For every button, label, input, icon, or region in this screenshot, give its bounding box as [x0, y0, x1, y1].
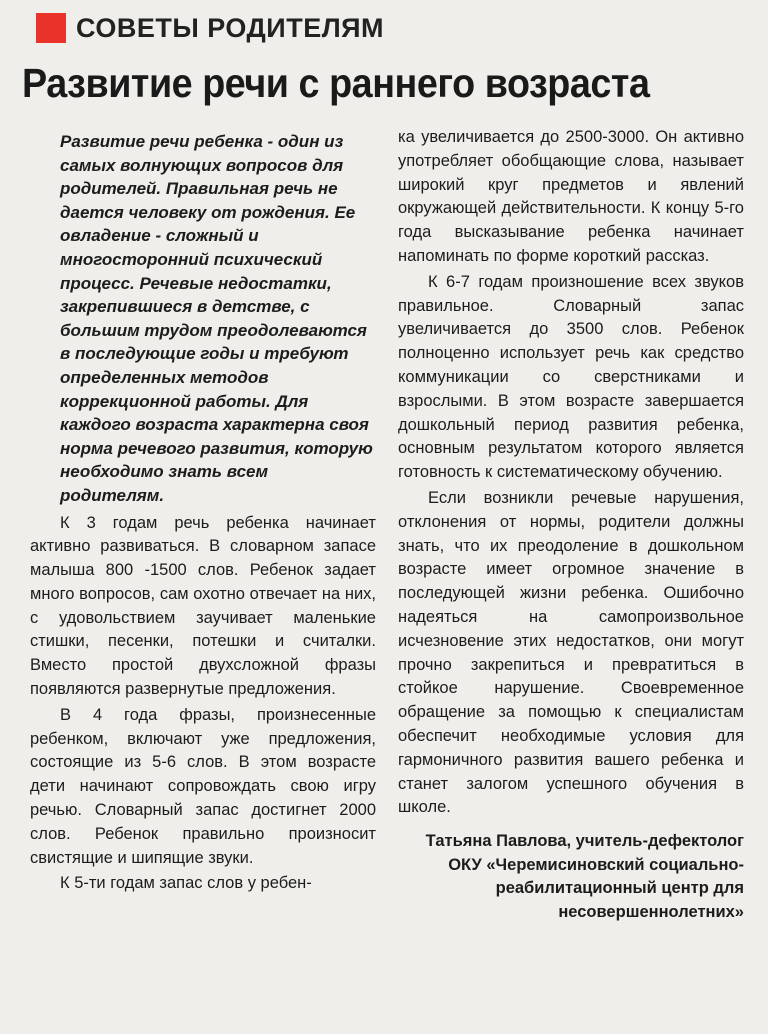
article-headline: Развитие речи с раннего возраста	[22, 60, 650, 106]
rubric-marker	[36, 13, 66, 43]
rubric	[36, 6, 384, 50]
paragraph: В 4 года фразы, произнесенные ребенком, включают уже предложения, состоящие из 5-6 слов. В этом возрасте дети начинают сопровождать свою игру речью. Словарный запас достигнет 2000 слов. Ребенок правильно произносит свистящие и шипящие звуки.	[30, 705, 376, 867]
paragraph: К 5-ти годам запас слов у ребен-	[60, 874, 312, 893]
column-left	[30, 130, 376, 896]
paragraph: К 6-7 годам произношение всех звуков правильное. Словарный запас увеличивается до 3500 слов. Ребенок полноценно использует речь как средство коммуникации со сверстниками и взрослыми. В этом возрасте завершается дошкольный период развития ребенка, основным результатом которого является готовность к систематическому обучению.	[398, 272, 744, 482]
rubric-label: СОВЕТЫ РОДИТЕЛЯМ	[76, 12, 385, 43]
paragraph: ка увеличивается до 2500-3000. Он активно употребляет обобщающие слова, называет широкий круг предметов и явлений окружающей действительности. К концу 5-го года высказывание ребенка начинает напоминать по форме короткий рассказ.	[398, 128, 744, 265]
article-lead: Развитие речи ребенка - один из самых волнующих вопросов для родителей. Правильная речь не дается человеку от рождения. Ее овладение - сложный и многосторонний психический процесс. Речевые недостатки, закрепившиеся в детстве, с большим трудом преодолеваются в последующие годы и требуют определенных методов коррекционной работы. Для каждого возраста характерна своя норма речевого развития, которую необходимо знать всем родителям.	[60, 132, 373, 505]
paragraph: Если возникли речевые нарушения, отклонения от нормы, родители должны знать, что их преодоление в дошкольном возрасте имеет огромное значение в последующей жизни ребенка. Ошибочно надеяться на самопроизвольное исчезновение этих недостатков, они могут прочно закрепиться и превратиться в стойкое нарушение. Своевременное обращение за помощью к специалистам обеспечит необходимые условия для гармоничного развития вашего ребенка и станет залогом успешного обучения в школе.	[398, 488, 744, 817]
paragraph: К 3 годам речь ребенка начинает активно развиваться. В словарном запасе малыша 800 -1500 слов. Ребенок задает много вопросов, сам охотно отвечает на них, с удовольствием заучивает маленькие стишки, песенки, потешки и считалки. Вместо простой двухсложной фразы появляются развернутые предложения.	[30, 513, 376, 699]
author-signature: Татьяна Павлова, учитель-дефектолог ОКУ «Черемисиновский социально-реабилитационный центр для несовершеннолетних»	[425, 832, 744, 921]
column-right	[398, 126, 744, 924]
